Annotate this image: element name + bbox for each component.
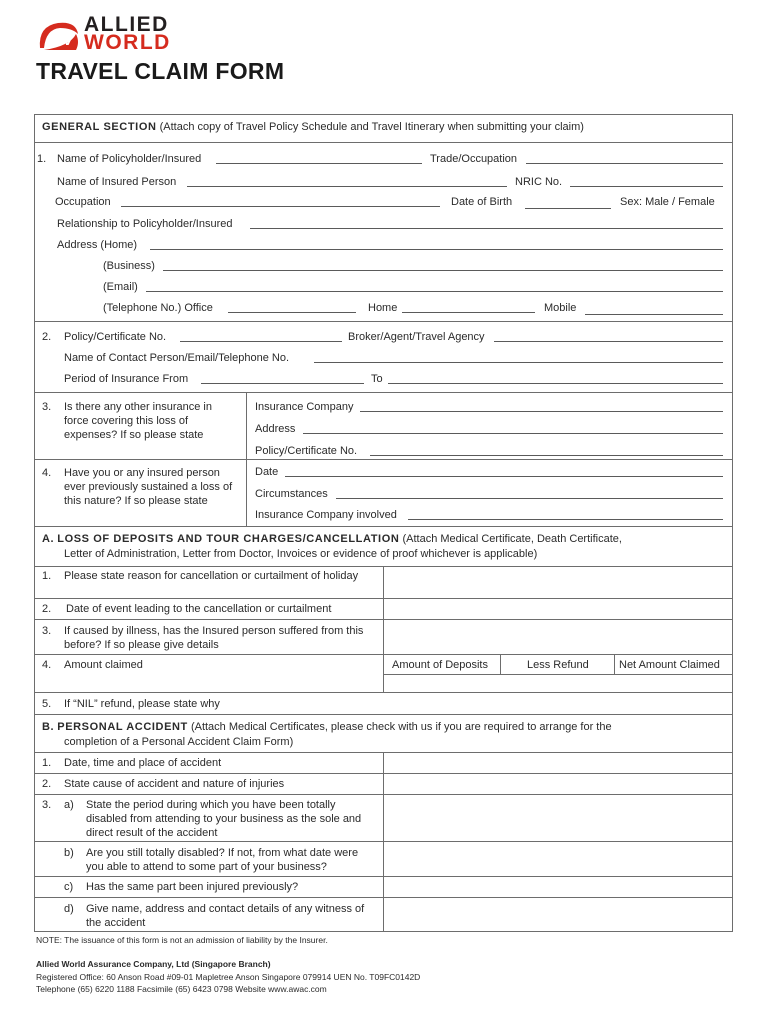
brand-line-1: ALLIED	[84, 13, 169, 36]
footer-contact: Telephone (65) 6220 1188 Facsimile (65) 6423 0798 Website www.awac.com	[36, 984, 327, 994]
address-home-label: Address (Home)	[57, 239, 138, 251]
section-a-letter: A.	[42, 533, 55, 545]
section-b-title: PERSONAL ACCIDENT	[57, 721, 188, 733]
trade-label: Trade/Occupation	[430, 153, 518, 165]
a-item-1-text: Please state reason for cancellation or curtailment of holiday	[64, 570, 359, 582]
dob-label: Date of Birth	[451, 196, 513, 208]
policyholder-line[interactable]	[216, 163, 422, 164]
general-heading-note: (Attach copy of Travel Policy Schedule and Travel Itinerary when submitting your claim)	[159, 121, 584, 133]
trade-line[interactable]	[526, 163, 723, 164]
a-item-2-text: Date of event leading to the cancellation or curtailment	[66, 603, 332, 615]
q3-address-label: Address	[255, 423, 296, 435]
q3-policy-label: Policy/Certificate No.	[255, 445, 358, 457]
general-section-heading	[42, 120, 584, 134]
column-divider	[383, 566, 384, 692]
divider	[34, 714, 733, 715]
page-title: TRAVEL CLAIM FORM	[36, 58, 285, 84]
q4-company-label: Insurance Company involved	[255, 509, 397, 521]
b-item-2-number: 2.	[42, 778, 52, 790]
tel-home-label: Home	[368, 302, 398, 314]
b-sub-d-letter: d)	[64, 903, 74, 915]
q3-address-line[interactable]	[303, 433, 723, 434]
column-divider	[500, 654, 501, 674]
divider	[34, 142, 733, 143]
tel-office-line[interactable]	[228, 312, 356, 313]
section-b-note-1: (Attach Medical Certificates, please check with us if you are required to arrange for the	[190, 721, 612, 733]
a-item-2-number: 2.	[42, 603, 52, 615]
address-business-line[interactable]	[163, 270, 723, 271]
section-b-note-2: completion of a Personal Accident Claim Form)	[64, 736, 294, 748]
email-label: (Email)	[103, 281, 138, 293]
a-item-5-text: If “NIL” refund, please state why	[64, 698, 220, 710]
q3-company-label: Insurance Company	[255, 401, 354, 413]
relationship-label: Relationship to Policyholder/Insured	[57, 218, 233, 230]
divider	[383, 674, 733, 675]
period-from-line[interactable]	[201, 383, 364, 384]
b-item-1-text: Date, time and place of accident	[64, 757, 222, 769]
b-item-1-number: 1.	[42, 757, 52, 769]
contact-line[interactable]	[314, 362, 723, 363]
q4-circumstances-label: Circumstances	[255, 488, 328, 500]
q4-circumstances-line[interactable]	[336, 498, 723, 499]
tel-mobile-label: Mobile	[544, 302, 577, 314]
q4-date-label: Date	[255, 466, 279, 478]
dob-line[interactable]	[525, 208, 611, 209]
b-sub-d-text: Give name, address and contact details of any witness of the accident	[86, 903, 365, 929]
insured-name-label: Name of Insured Person	[57, 176, 177, 188]
occupation-line[interactable]	[121, 206, 440, 207]
a-item-4-number: 4.	[42, 659, 52, 671]
section-b-letter: B.	[42, 721, 55, 733]
q4-date-line[interactable]	[285, 476, 723, 477]
nric-label: NRIC No.	[515, 176, 563, 188]
tel-home-line[interactable]	[402, 312, 535, 313]
q4-company-line[interactable]	[408, 519, 723, 520]
divider	[34, 692, 733, 693]
period-to-line[interactable]	[388, 383, 723, 384]
a-item-3-text: If caused by illness, has the Insured person suffered from this before? If so please give details	[64, 625, 364, 651]
section-a-title: LOSS OF DEPOSITS AND TOUR CHARGES/CANCELLATION	[57, 533, 400, 545]
section-a-note-2: Letter of Administration, Letter from Doctor, Invoices or evidence of proof whichever is applicable)	[64, 548, 538, 560]
q2-number: 2.	[42, 331, 52, 343]
contact-label: Name of Contact Person/Email/Telephone No.	[64, 352, 290, 364]
q3-company-line[interactable]	[360, 411, 723, 412]
section-a-heading	[42, 532, 622, 546]
footer-address: Registered Office: 60 Anson Road #09-01 Mapletree Anson Singapore 079914 UEN No. T09FC0142D	[36, 972, 421, 982]
b-sub-c-letter: c)	[64, 881, 74, 893]
sex-field[interactable]: Sex: Male / Female	[620, 196, 715, 208]
amount-deposits-header: Amount of Deposits	[392, 659, 488, 671]
address-home-line[interactable]	[150, 249, 723, 250]
logo-mark-letters: AW	[48, 32, 73, 49]
divider	[34, 526, 733, 527]
b-sub-a-text: State the period during which you have been totally disabled from attending to your business as the sole and direct result of the accident	[86, 799, 362, 839]
tel-office-label: (Telephone No.) Office	[103, 302, 213, 314]
q1-number: 1.	[37, 153, 47, 165]
q3-question: Is there any other insurance in force covering this loss of expenses? If so please state	[64, 401, 212, 441]
period-from-label: Period of Insurance From	[64, 373, 189, 385]
b-sub-c-text: Has the same part been injured previously?	[86, 881, 299, 893]
b-item-2-text: State cause of accident and nature of injuries	[64, 778, 285, 790]
section-b-heading	[42, 720, 612, 734]
less-refund-header: Less Refund	[527, 659, 589, 671]
section-a-note-1: (Attach Medical Certificate, Death Certificate,	[402, 533, 622, 545]
column-divider	[383, 752, 384, 932]
q3-policy-line[interactable]	[370, 455, 723, 456]
b-item-3-number: 3.	[42, 799, 52, 811]
a-item-3-number: 3.	[42, 625, 52, 637]
broker-label: Broker/Agent/Travel Agency	[348, 331, 485, 343]
tel-mobile-line[interactable]	[585, 314, 723, 315]
policy-no-label: Policy/Certificate No.	[64, 331, 167, 343]
broker-line[interactable]	[494, 341, 723, 342]
insured-name-line[interactable]	[187, 186, 507, 187]
nric-line[interactable]	[570, 186, 723, 187]
relationship-line[interactable]	[250, 228, 723, 229]
a-item-4-text: Amount claimed	[64, 659, 143, 671]
column-divider	[246, 392, 247, 526]
column-divider	[614, 654, 615, 674]
b-sub-a-letter: a)	[64, 799, 74, 811]
b-sub-b-text: Are you still totally disabled? If not, from what date were you able to attend to some part of your business?	[86, 847, 359, 873]
policy-no-line[interactable]	[180, 341, 342, 342]
b-sub-b-letter: b)	[64, 847, 74, 859]
q4-question: Have you or any insured person ever previously sustained a loss of this nature? If so please state	[64, 467, 233, 507]
liability-note: NOTE: The issuance of this form is not an admission of liability by the Insurer.	[36, 935, 328, 945]
a-item-1-number: 1.	[42, 570, 52, 582]
net-amount-header: Net Amount Claimed	[619, 659, 720, 671]
brand-line-2: WORLD	[84, 31, 171, 54]
occupation-label: Occupation	[55, 196, 111, 208]
policyholder-label: Name of Policyholder/Insured	[57, 153, 202, 165]
email-line[interactable]	[146, 291, 723, 292]
period-to-label: To	[371, 373, 383, 385]
footer-company: Allied World Assurance Company, Ltd (Singapore Branch)	[36, 959, 271, 969]
q3-number: 3.	[42, 401, 52, 413]
a-item-5-number: 5.	[42, 698, 52, 710]
divider	[34, 392, 733, 393]
q4-number: 4.	[42, 467, 52, 479]
address-business-label: (Business)	[103, 260, 155, 272]
allied-world-logo-icon	[36, 20, 80, 52]
divider	[34, 321, 733, 322]
divider	[34, 459, 733, 460]
general-heading-text: GENERAL SECTION	[42, 121, 157, 133]
